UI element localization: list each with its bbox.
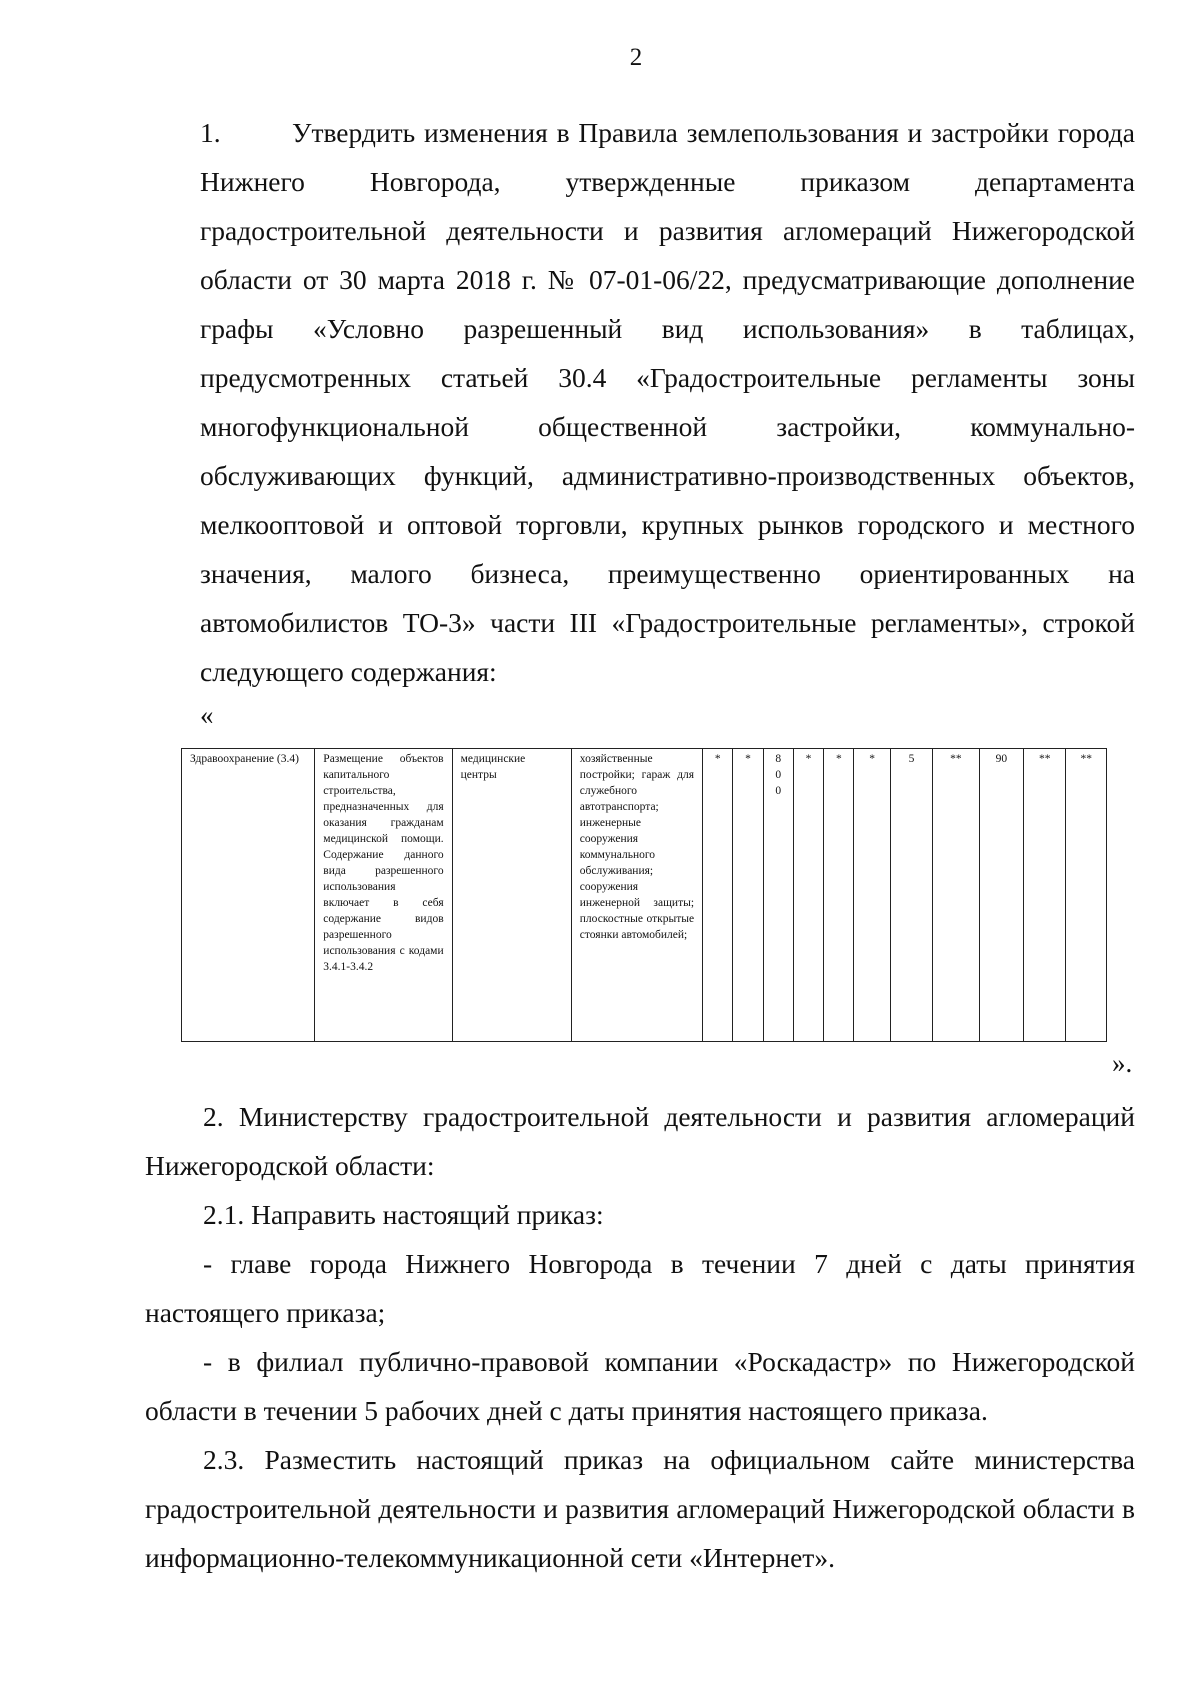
paragraph-2: 2. Министерству градостроительной деятельности и развития агломераций Нижегородской области: (145, 1101, 1135, 1181)
land-use-table (181, 748, 1107, 1042)
cell-param-7: 5 (890, 749, 932, 1042)
cell-param-10: ** (1024, 749, 1066, 1042)
paragraph-2-3: 2.3. Разместить настоящий приказ на официальном сайте министерства градостроительной деятельности и развития агломераций Нижегородской области в информационно-телекоммуникационной сети «Интернет». (145, 1444, 1135, 1573)
page-number: 2 (629, 44, 643, 71)
close-quote: ». (1112, 1048, 1133, 1078)
paragraph-1-number: 1. (200, 117, 221, 148)
cell-param-5: * (824, 749, 854, 1042)
cell-auxiliary-uses: хозяйственные постройки; гараж для служебного автотранспорта; инженерные сооружения коммунального обслуживания; сооружения инженерной защиты; плоскостные открытые стоянки автомобилей; (571, 749, 702, 1042)
cell-param-6: * (854, 749, 890, 1042)
cell-use-code: Здравоохранение (3.4) (182, 749, 315, 1042)
cell-param-9: 90 (979, 749, 1023, 1042)
cell-objects: медицинские центры (452, 749, 571, 1042)
paragraph-roskadastr-item: - в филиал публично-правовой компании «Роскадастр» по Нижегородской области в течении 5 рабочих дней с даты принятия настоящего приказа. (145, 1346, 1135, 1426)
open-quote: « (200, 700, 214, 730)
cell-param-3-value: 800 (775, 753, 782, 797)
cell-param-4: * (793, 749, 823, 1042)
paragraph-2-1: 2.1. Направить настоящий приказ: (203, 1199, 604, 1230)
cell-param-11: ** (1066, 749, 1107, 1042)
cell-use-description: Размещение объектов капитального строительства, предназначенных для оказания гражданам медицинской помощи. Содержание данного вида разрешенного использования включает в себя содержание видов разрешенного использования с кодами 3.4.1-3.4.2 (315, 749, 452, 1042)
cell-param-8: ** (933, 749, 979, 1042)
paragraph-1-text: Утвердить изменения в Правила землепользования и застройки города Нижнего Новгорода, утвержденные приказом департамента градостроительной деятельности и развития агломераций Нижегородской области от 30 марта 2018 г. № 07-01-06/22, предусматривающие дополнение графы «Условно разрешенный вид использования» в таблицах, предусмотренных статьей 30.4 «Градостроительные регламенты зоны многофункциональной общественной застройки, коммунально-обслуживающих функций, административно-производственных объектов, мелкооптовой и оптовой торговли, крупных рынков городского и местного значения, малого бизнеса, преимущественно ориентированных на автомобилистов ТО-3» части III «Градостроительные регламенты», строкой следующего содержания: (200, 117, 1135, 687)
paragraph-1 (200, 108, 1135, 696)
cell-param-1: * (703, 749, 733, 1042)
cell-param-3 (763, 749, 793, 1042)
cell-param-2: * (733, 749, 763, 1042)
paragraph-mayor-item: - главе города Нижнего Новгорода в течении 7 дней с даты принятия настоящего приказа; (145, 1248, 1135, 1328)
table-row (182, 749, 1107, 1042)
